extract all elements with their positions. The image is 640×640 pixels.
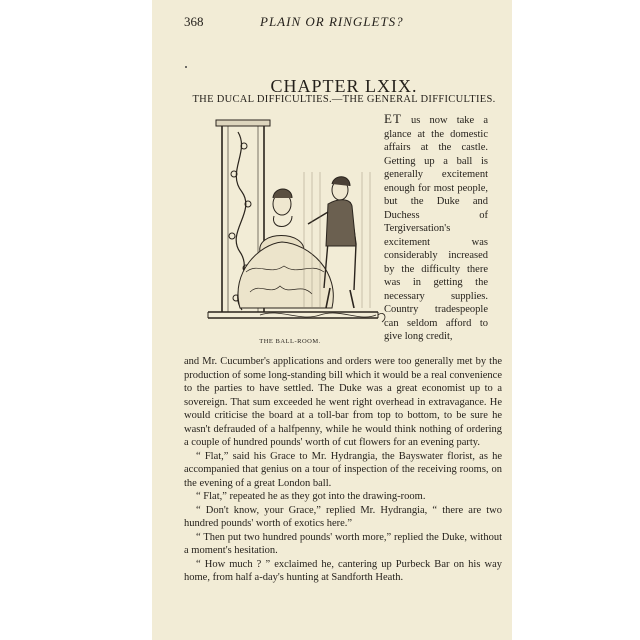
wrap-paragraph [384, 112, 488, 344]
running-title: PLAIN OR RINGLETS? [260, 14, 404, 29]
wrap-paragraph-text: us now take a glance at the domestic affairs at the castle. Getting up a ball is generally excitement enough for most people, but the Duke and Duchess of Tergiversation's excitement was considerably increased by the difficulty there was in getting the necessary supplies. Country tradespeople can seldom afford to give long credit, [384, 115, 488, 342]
running-head [184, 8, 502, 32]
drop-cap-continuation: ET [384, 111, 402, 126]
paragraph: “ Then put two hundred pounds' worth more,” replied the Duke, without a moment's hesitation. [184, 531, 502, 556]
chapter-title: CHAPTER LXIX. [270, 76, 418, 96]
paragraph: “ Flat,” said his Grace to Mr. Hydrangia, the Bayswater florist, as he accompanied that genius on a tour of inspection of the receiving rooms, on the evening of a great London ball. [184, 450, 502, 489]
body-text [184, 355, 502, 585]
paragraph: and Mr. Cucumber's applications and orders were too generally met by the production of some long-standing bill which it would be a real convenience to the parties to have settled. The Duke was a great economist up to a sovereign. That sum exceeded he went right overhead in extravagance. He would criticise the board at a toll-bar from top to bottom, to be sure he wasn't defrauded of a halfpenny, while he would think nothing of ordering a couple of hundred pounds' worth of cut flowers for an evening party. [184, 356, 502, 448]
illustration-caption: THE BALL-ROOM. [259, 338, 321, 345]
ink-speck [185, 66, 187, 68]
ball-room-illustration [200, 112, 388, 344]
paragraph: “ Flat,” repeated he as they got into the drawing-room. [196, 491, 426, 502]
chapter-subtitle: THE DUCAL DIFFICULTIES.—THE GENERAL DIFFICULTIES. [192, 94, 496, 105]
engraving-drop-cap-l [200, 112, 388, 344]
paragraph: “ How much ? ” exclaimed he, cantering up Purbeck Bar on his way home, from half a-day's hunting at Sandforth Heath. [184, 558, 502, 583]
page-number: 368 [184, 14, 204, 29]
paragraph: “ Don't know, your Grace,” replied Mr. Hydrangia, “ there are two hundred pounds' worth of exotics here.” [184, 504, 502, 529]
